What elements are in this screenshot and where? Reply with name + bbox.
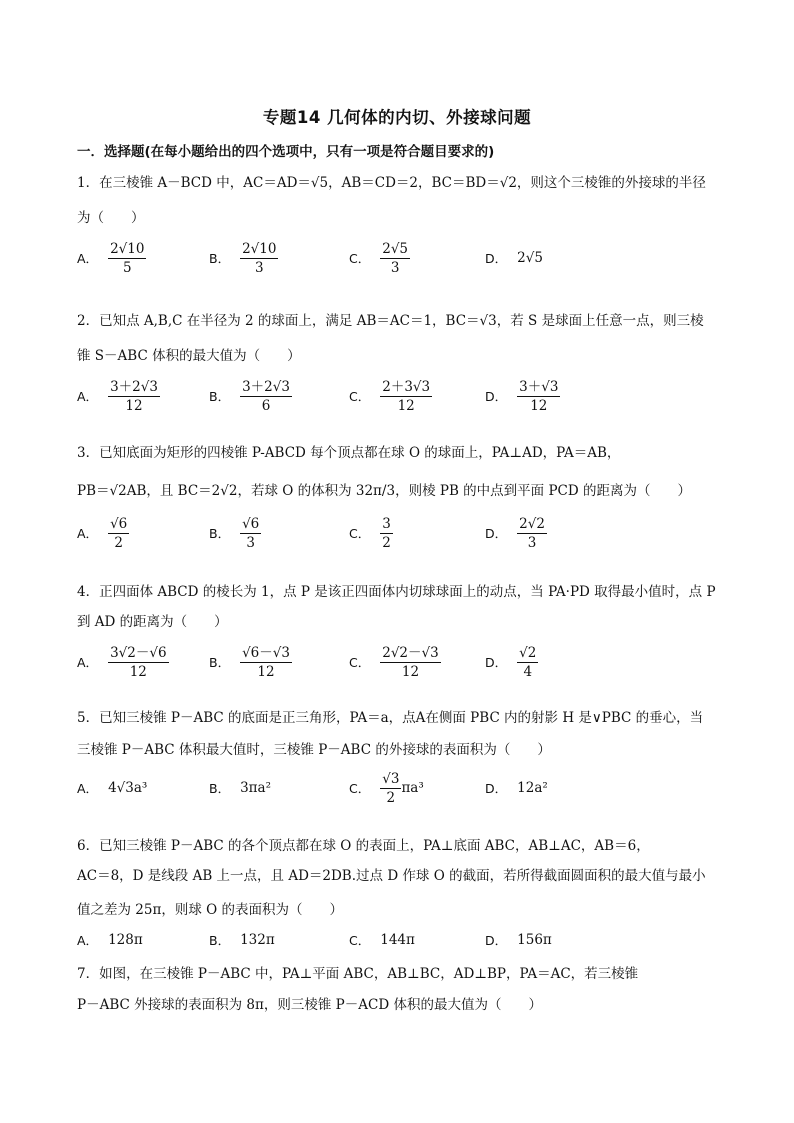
option-label: D． [485,526,508,541]
option-c[interactable] [349,920,415,960]
option-fraction [240,516,261,551]
option-label: C． [349,389,371,404]
option-label: C． [349,781,371,796]
option-a[interactable] [77,768,147,808]
fraction-denominator: 12 [530,397,548,414]
option-label: A． [77,933,99,948]
fraction-numerator: √6－√3 [242,644,290,661]
option-value: 156π [517,932,552,948]
question-3-line-2: PB＝√2AB，且 BC＝2√2，若球 O 的体积为 32π/3，则棱 PB 的中点到平面 PCD 的距离为（ ） [77,483,691,499]
option-label: C． [349,526,371,541]
fraction-numerator: 2＋3√3 [382,378,431,395]
fraction-numerator: 2√2 [519,515,545,532]
option-d[interactable] [485,642,538,682]
question-6-line-2: AC＝8，D 是线段 AB 上一点，且 AD＝2DB.过点 D 作球 O 的截面，若所得截面圆面积的最大值与最小 [77,868,706,884]
option-c[interactable] [349,376,432,416]
option-fraction [240,379,292,414]
option-b[interactable] [209,768,271,808]
option-fraction [380,771,401,806]
question-4-options [77,642,637,682]
option-value: 132π [240,932,275,948]
option-label: B． [209,655,231,670]
option-d[interactable] [485,376,560,416]
option-a[interactable] [77,920,143,960]
option-label: C． [349,933,371,948]
option-c[interactable] [349,768,424,808]
question-4-line-1: 4．正四面体 ABCD 的棱长为 1，点 P 是该正四面体内切球球面上的动点，当 PA·PD 取得最小值时，点 P [77,584,716,600]
fraction-numerator: 2√10 [110,240,145,257]
fraction-numerator: 3√2－√6 [110,644,167,661]
option-c[interactable] [349,513,393,553]
question-5-line-2: 三棱锥 P－ABC 体积最大值时，三棱锥 P－ABC 的外接球的表面积为（ ） [77,742,551,758]
option-fraction [380,645,440,680]
option-a[interactable] [77,238,146,278]
option-fraction [108,516,129,551]
option-fraction [517,645,538,680]
fraction-denominator: 12 [257,663,275,680]
option-fraction [240,241,278,276]
option-label: A． [77,655,99,670]
option-a[interactable] [77,513,129,553]
option-b[interactable] [209,920,275,960]
question-1-options [77,238,637,278]
fraction-denominator: 3 [246,534,255,551]
fraction-numerator: 3 [382,515,391,532]
question-6-options [77,920,637,960]
option-value: 2√5 [517,250,543,266]
section-heading: 一．选择题(在每小题给出的四个选项中，只有一项是符合题目要求的) [77,144,495,160]
option-d[interactable] [485,768,548,808]
fraction-numerator: √3 [382,770,400,787]
fraction-numerator: √2 [519,644,537,661]
option-fraction [240,645,292,680]
option-d[interactable] [485,920,552,960]
question-7-line-1: 7．如图，在三棱锥 P－ABC 中，PA⊥平面 ABC，AB⊥BC，AD⊥BP，PA＝AC，若三棱锥 [77,966,639,982]
question-6-line-3: 值之差为 25π，则球 O 的表面积为（ ） [77,902,343,918]
fraction-denominator: 3 [527,534,537,551]
option-label: B． [209,781,231,796]
option-fraction [108,241,146,276]
option-label: D． [485,389,508,404]
fraction-numerator: 2√10 [242,240,277,257]
fraction-numerator: 2√5 [382,240,409,257]
option-fraction [517,516,547,551]
option-a[interactable] [77,642,169,682]
option-label: C． [349,655,371,670]
option-value: 4√3a³ [108,780,148,796]
fraction-denominator: 12 [125,397,143,414]
fraction-numerator: √6 [242,515,260,532]
page-title: 专题14 几何体的内切、外接球问题 [262,108,532,127]
option-label: D． [485,251,508,266]
fraction-denominator: 4 [523,663,533,680]
option-value: 12a² [517,780,548,796]
fraction-numerator: √6 [110,515,128,532]
question-2-line-1: 2．已知点 A,B,C 在半径为 2 的球面上，满足 AB＝AC＝1，BC＝√3，若 S 是球面上任意一点，则三棱 [77,313,704,329]
option-label: B． [209,389,231,404]
option-fraction [108,379,160,414]
question-4-line-2: 到 AD 的距离为（ ） [77,614,228,630]
option-c[interactable] [349,642,441,682]
fraction-denominator: 2 [382,534,391,551]
fraction-numerator: 2√2－√3 [382,644,439,661]
option-c[interactable] [349,238,410,278]
option-b[interactable] [209,642,292,682]
question-6-line-1: 6．已知三棱锥 P－ABC 的各个顶点都在球 O 的表面上，PA⊥底面 ABC，AB⊥AC，AB＝6， [77,838,650,854]
option-d[interactable] [485,513,547,553]
option-label: D． [485,655,508,670]
question-5-options [77,768,637,808]
option-a[interactable] [77,376,160,416]
option-label: A． [77,526,99,541]
fraction-denominator: 3 [390,259,400,276]
option-label: A． [77,781,99,796]
question-7-line-2: P－ABC 外接球的表面积为 8π，则三棱锥 P－ACD 体积的最大值为（ ） [77,997,542,1013]
option-value: 128π [108,932,143,948]
question-1-line-2: 为（ ） [77,210,145,226]
question-5-line-1: 5．已知三棱锥 P－ABC 的底面是正三角形，PA＝a，点A在侧面 PBC 内的射影 H 是∨PBC 的垂心，当 [77,710,704,726]
fraction-numerator: 3＋√3 [519,378,559,395]
fraction-denominator: 3 [254,259,264,276]
question-3-options [77,513,637,553]
option-label: B． [209,526,231,541]
option-b[interactable] [209,238,278,278]
fraction-numerator: 3＋2√3 [110,378,158,395]
option-label: C． [349,251,371,266]
fraction-denominator: 2 [386,789,396,806]
fraction-denominator: 12 [401,663,420,680]
question-1-line-1: 1．在三棱锥 A－BCD 中，AC＝AD＝√5，AB＝CD＝2，BC＝BD＝√2，则这个三棱锥的外接球的半径 [77,175,706,191]
option-label: A． [77,251,99,266]
option-label: D． [485,781,508,796]
option-d[interactable] [485,238,543,278]
option-fraction [380,241,410,276]
fraction-denominator: 12 [129,663,147,680]
option-label: B． [209,933,231,948]
question-3-line-1: 3．已知底面为矩形的四棱锥 P-ABCD 每个顶点都在球 O 的球面上，PA⊥AD，PA＝AB， [77,445,621,461]
option-suffix: πa³ [401,780,424,796]
option-label: D． [485,933,508,948]
option-value: 144π [380,932,415,948]
option-fraction [108,645,168,680]
fraction-denominator: 12 [397,397,415,414]
fraction-denominator: 5 [122,259,132,276]
question-2-line-2: 锥 S－ABC 体积的最大值为（ ） [77,348,301,364]
question-2-options [77,376,637,416]
fraction-denominator: 6 [261,397,271,414]
option-value: 3πa² [240,780,272,796]
fraction-denominator: 2 [114,534,123,551]
option-fraction [380,379,432,414]
option-b[interactable] [209,513,261,553]
option-fraction [517,379,560,414]
option-label: B． [209,251,231,266]
option-label: A． [77,389,99,404]
option-b[interactable] [209,376,292,416]
option-fraction [380,516,393,551]
fraction-numerator: 3＋2√3 [242,378,290,395]
